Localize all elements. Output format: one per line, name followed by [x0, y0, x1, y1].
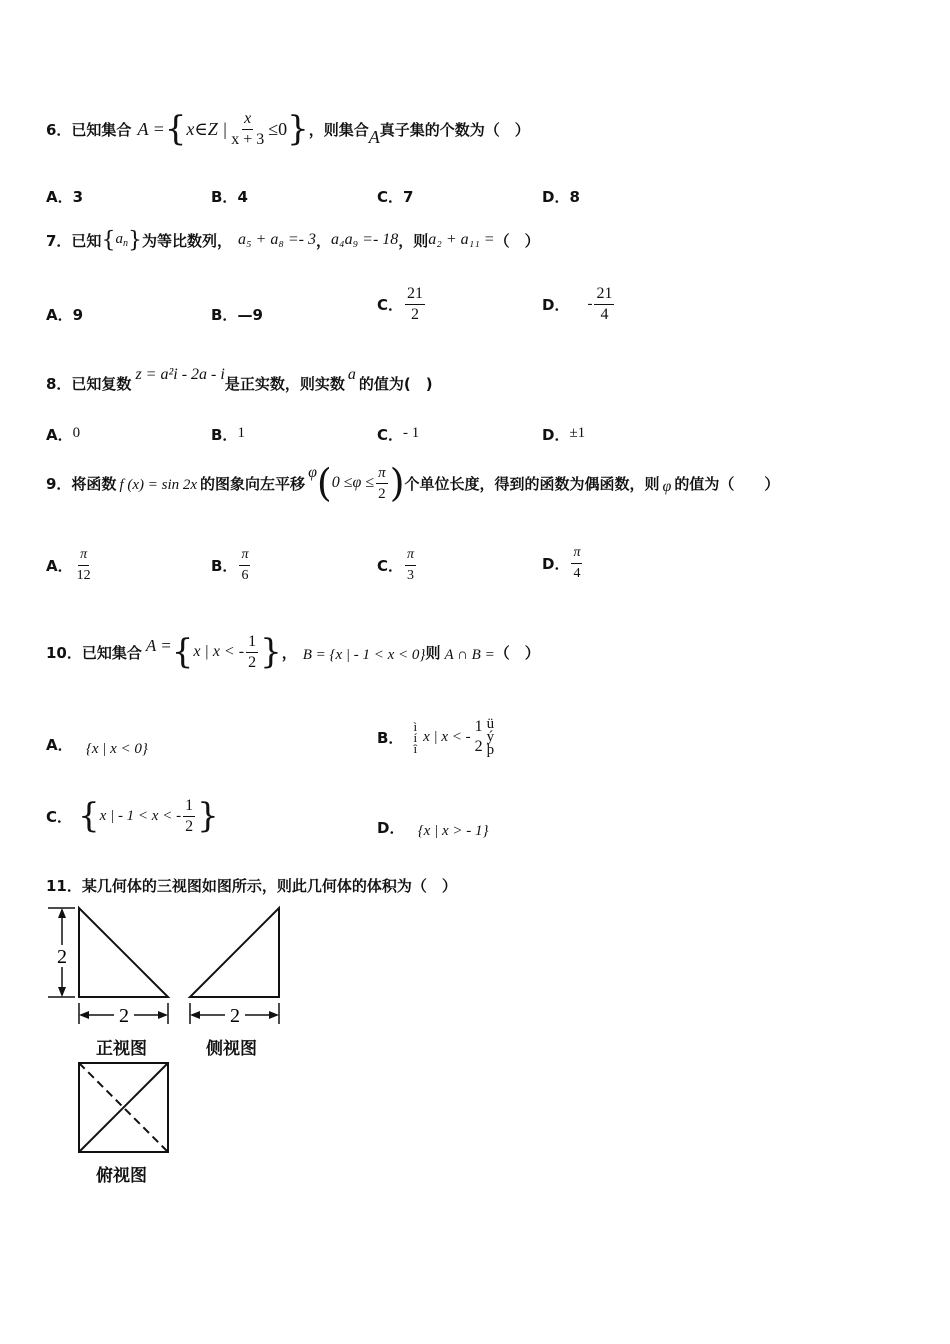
q8-a: a [347, 366, 356, 383]
q10-right-brace: } [260, 632, 282, 672]
q9-cond: 0 ≤φ ≤ [331, 474, 375, 491]
question-11: 11．某几何体的三视图如图所示，则此几何体的体积为（ ） [46, 877, 457, 895]
q7-text1: 为等比数列， [141, 231, 232, 250]
q9-option-d: D． $\frac{\pi}{4}$ [542, 544, 581, 581]
q10-stem: 10．已知集合 [46, 643, 142, 662]
q10-option-b: B． ì í î x | x < - 1 2 ü ý þ [377, 715, 495, 758]
q7-tail: （ ） [494, 231, 540, 250]
q8-option-b: B．1 [211, 425, 245, 444]
q10-tail: （ ） [494, 643, 540, 662]
top-view-label: 俯视图 [96, 1166, 147, 1186]
q7-text2: ，则 [398, 231, 429, 250]
q9-text2: 个单位长度，得到的函数为偶函数，则 [404, 474, 660, 493]
q6-le0: ≤0 [268, 118, 288, 139]
q8-option-c: C．- 1 [377, 425, 420, 444]
dim-front-width-label: 2 [119, 1005, 129, 1027]
dim-side-width-label: 2 [230, 1005, 240, 1027]
q9-option-a: A． $\frac{\pi}{12}$ [46, 546, 91, 583]
q10-text1: 则 [425, 643, 441, 662]
q8-stem: 8．已知复数 [46, 374, 132, 393]
q8-option-a: A．0 [46, 425, 81, 444]
question-10 [46, 624, 540, 680]
q7-an: $a_n$ [115, 231, 128, 249]
q6-option-a: A．3 [46, 188, 84, 206]
q9-stem: 9．将函数 [46, 474, 117, 493]
q10-option-a: A． {x | x < 0} [46, 736, 148, 757]
three-view-figure [38, 898, 338, 1198]
q9-option-b: B． $\frac{\pi}{6}$ [211, 546, 249, 583]
front-view-triangle [79, 908, 168, 997]
q7-expr1: a₅ + a₈ =- 3 [237, 231, 316, 248]
q7-expr2: a₄a₉ =- 18 [331, 231, 399, 248]
q9-phi2: φ [662, 478, 672, 495]
q8-option-d: D．±1 [542, 425, 586, 444]
q9-func: f (x) = sin 2x [119, 476, 198, 493]
q10-left-brace: { [171, 632, 194, 672]
q6-a-symbol: A [368, 126, 380, 147]
q7-option-c: C． $\frac{21}{2}$ [377, 284, 424, 323]
q6-mid: ，则集合 [308, 120, 369, 139]
q7-right-brace: } [127, 227, 142, 253]
q10-set-body: x | x < - [193, 643, 245, 660]
q6-option-c: C．7 [377, 188, 414, 206]
q7-option-b: B．—9 [211, 306, 263, 324]
q6-option-d: D．8 [542, 188, 580, 206]
q9-option-c: C． $\frac{\pi}{3}$ [377, 546, 415, 583]
q9-right-paren: ) [389, 461, 405, 505]
q6-right-brace: } [287, 109, 309, 149]
q6-stem: 6．已知集合 [46, 120, 132, 139]
q9-text1: 的图象向左平移 [200, 474, 306, 493]
q6-fraction [229, 109, 266, 150]
q7-left-brace: { [101, 227, 116, 253]
q6-set-a: A = [137, 118, 165, 139]
q7-option-a: A．9 [46, 306, 84, 324]
side-view-triangle [190, 908, 279, 997]
q9-left-paren: ( [316, 461, 332, 505]
q6-left-brace: { [164, 109, 187, 149]
q10-option-c: C． { x | - 1 < x < - $\frac{1}{2}$ } [46, 796, 219, 836]
side-view-label: 侧视图 [206, 1039, 257, 1059]
q7-stem: 7．已知 [46, 231, 102, 250]
q6-set-body: x∈Z | [186, 118, 228, 139]
q6-frac-num: x [242, 109, 253, 130]
q9-phi: φ [308, 464, 317, 481]
dim-height-label: 2 [57, 946, 67, 968]
q9-pi-over-2: $\frac{\pi}{2}$ [378, 464, 386, 502]
q8-expr: z = a²i - 2a - i [135, 366, 225, 383]
q10-option-d: D． {x | x > - 1} [377, 819, 489, 839]
q9-tail: 的值为（ ） [674, 474, 780, 493]
q6-tail: 真子集的个数为（ ） [379, 120, 530, 139]
q6-option-b: B．4 [211, 188, 248, 206]
q10-set-a: A = [145, 636, 172, 655]
question-8 [46, 368, 433, 398]
q10-comma: ， [281, 643, 297, 662]
q10-intersection: A ∩ B = [444, 646, 495, 663]
q6-frac-den: x + 3 [231, 130, 265, 148]
question-7 [46, 220, 540, 260]
question-9 [46, 458, 779, 508]
front-view-label: 正视图 [96, 1039, 147, 1059]
q8-tail: 的值为( ) [358, 374, 433, 393]
q10-fraction: $\frac{1}{2}$ [248, 632, 257, 671]
q7-comma: ， [316, 231, 332, 250]
q10-set-b: B = {x | - 1 < x < 0} [302, 646, 426, 663]
question-6 [46, 104, 530, 154]
q7-expr3: a₂ + a₁₁ = [428, 231, 495, 248]
q7-option-d: D． - $\frac{21}{4}$ [542, 284, 613, 323]
q8-text1: 是正实数，则实数 [224, 374, 345, 393]
